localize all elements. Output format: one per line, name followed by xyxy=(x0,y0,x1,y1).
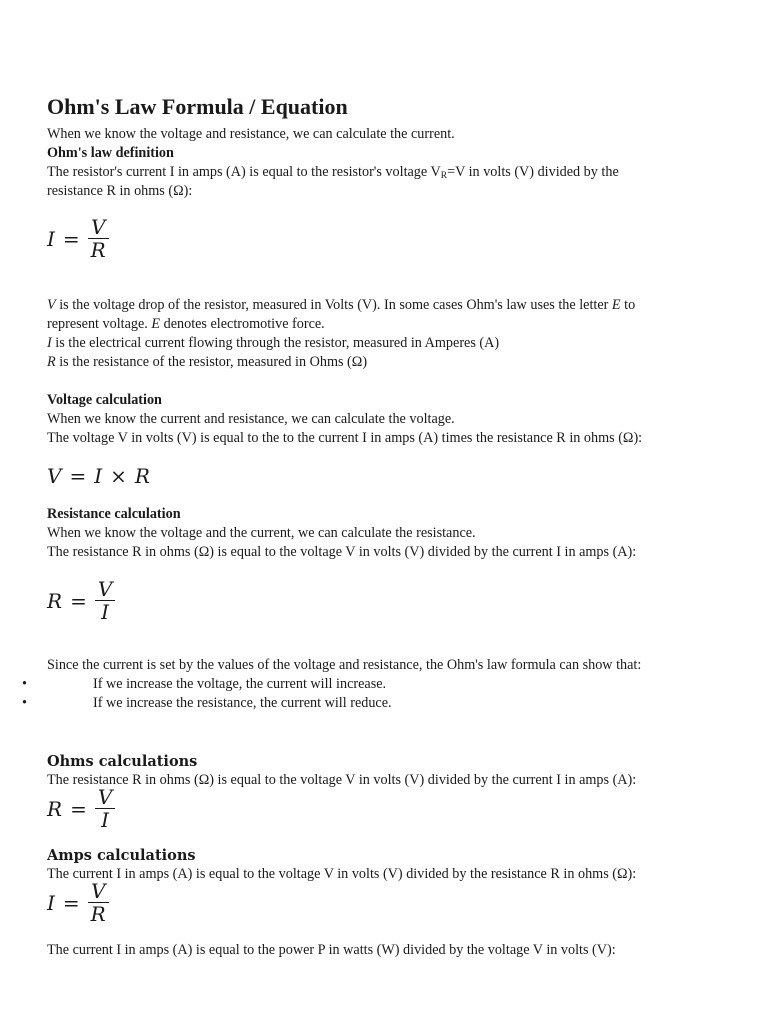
formula-lhs: I xyxy=(47,226,55,251)
formula-voltage xyxy=(47,464,150,488)
formula-term-b: R xyxy=(134,464,150,488)
var-r-text: is the resistance of the resistor, measured in Ohms (Ω) xyxy=(55,354,368,370)
formula-resistance xyxy=(47,578,115,623)
definition-line-2: resistance R in ohms (Ω): xyxy=(47,183,193,199)
variable-v-line-1 xyxy=(47,296,635,315)
formula-amps xyxy=(47,880,109,925)
var-v-text-b: to xyxy=(620,297,636,313)
var-v2-text-a: represent voltage. xyxy=(47,316,152,332)
fraction-denominator: I xyxy=(101,600,109,624)
list-item-text: If we increase the voltage, the current will increase. xyxy=(93,676,387,692)
voltage-heading: Voltage calculation xyxy=(47,392,162,408)
amps-line-2: The current I in amps (A) is equal to the power P in watts (W) divided by the voltage V in volts (V): xyxy=(47,942,616,958)
formula-lhs: I xyxy=(47,890,55,915)
formula-lhs: R xyxy=(47,796,63,821)
voltage-line-1: When we know the current and resistance, we can calculate the voltage. xyxy=(47,411,455,427)
formula-lhs: V xyxy=(47,464,62,488)
amps-line: The current I in amps (A) is equal to the voltage V in volts (V) divided by the resistance R in ohms (Ω): xyxy=(47,866,637,882)
summary-line: Since the current is set by the values of the voltage and resistance, the Ohm's law formula can show that: xyxy=(47,657,642,673)
fraction-denominator: I xyxy=(101,808,109,832)
formula-current xyxy=(47,216,109,261)
formula-equals: = xyxy=(62,226,80,251)
definition-text-b: =V in volts (V) divided by the xyxy=(447,164,619,180)
fraction-numerator: V xyxy=(90,215,106,239)
definition-subscript: R xyxy=(440,171,448,181)
var-v-text-a: is the voltage drop of the resistor, measured in Volts (V). In some cases Ohm's law uses the letter xyxy=(55,297,612,313)
fraction-denominator: R xyxy=(90,902,106,926)
variable-r-line xyxy=(47,353,367,372)
formula-lhs: R xyxy=(47,588,63,613)
summary-list xyxy=(22,675,647,713)
var-r-letter: R xyxy=(47,354,56,370)
formula-equals: = xyxy=(70,588,87,613)
voltage-line-2: The voltage V in volts (V) is equal to the to the current I in amps (A) times the resistance R in ohms (Ω): xyxy=(47,430,643,446)
formula-fraction xyxy=(95,786,115,831)
bullet-glyph: • xyxy=(22,676,27,692)
amps-heading: Amps calculations xyxy=(47,847,196,864)
resistance-line-1: When we know the voltage and the current, we can calculate the resistance. xyxy=(47,525,476,541)
formula-fraction xyxy=(88,880,109,925)
definition-text-a: The resistor's current I in amps (A) is equal to the resistor's voltage V xyxy=(47,164,441,180)
formula-equals: = xyxy=(70,796,87,821)
formula-times: × xyxy=(110,464,127,488)
variable-v-line-2 xyxy=(47,315,325,334)
fraction-numerator: V xyxy=(90,879,106,903)
var-e-letter: E xyxy=(611,297,621,313)
list-item-text: If we increase the resistance, the current will reduce. xyxy=(93,695,392,711)
var-v2-text-b: denotes electromotive force. xyxy=(160,316,325,332)
bullet-glyph: • xyxy=(22,695,27,711)
var-v-letter: V xyxy=(47,297,56,313)
var-e2-letter: E xyxy=(151,316,161,332)
formula-fraction xyxy=(88,216,109,261)
list-item xyxy=(22,675,647,694)
formula-fraction xyxy=(95,578,115,623)
formula-equals: = xyxy=(69,464,87,488)
fraction-numerator: V xyxy=(97,785,113,809)
formula-equals: = xyxy=(62,890,80,915)
definition-heading: Ohm's law definition xyxy=(47,145,174,161)
page-title: Ohm's Law Formula / Equation xyxy=(47,94,348,119)
formula-term-a: I xyxy=(94,464,103,488)
list-item xyxy=(22,694,647,713)
intro-text: When we know the voltage and resistance, we can calculate the current. xyxy=(47,126,455,142)
fraction-denominator: R xyxy=(90,238,106,262)
resistance-heading: Resistance calculation xyxy=(47,506,181,522)
variable-i-line xyxy=(47,334,499,353)
ohms-line: The resistance R in ohms (Ω) is equal to the voltage V in volts (V) divided by the current I in amps (A): xyxy=(47,772,637,788)
resistance-line-2: The resistance R in ohms (Ω) is equal to the voltage V in volts (V) divided by the current I in amps (A): xyxy=(47,544,637,560)
var-i-text: is the electrical current flowing through the resistor, measured in Amperes (A) xyxy=(51,335,500,351)
fraction-numerator: V xyxy=(97,577,113,601)
definition-line-1 xyxy=(47,163,619,184)
ohms-heading: Ohms calculations xyxy=(47,753,198,770)
formula-ohms xyxy=(47,786,115,831)
var-i-letter: I xyxy=(47,335,52,351)
